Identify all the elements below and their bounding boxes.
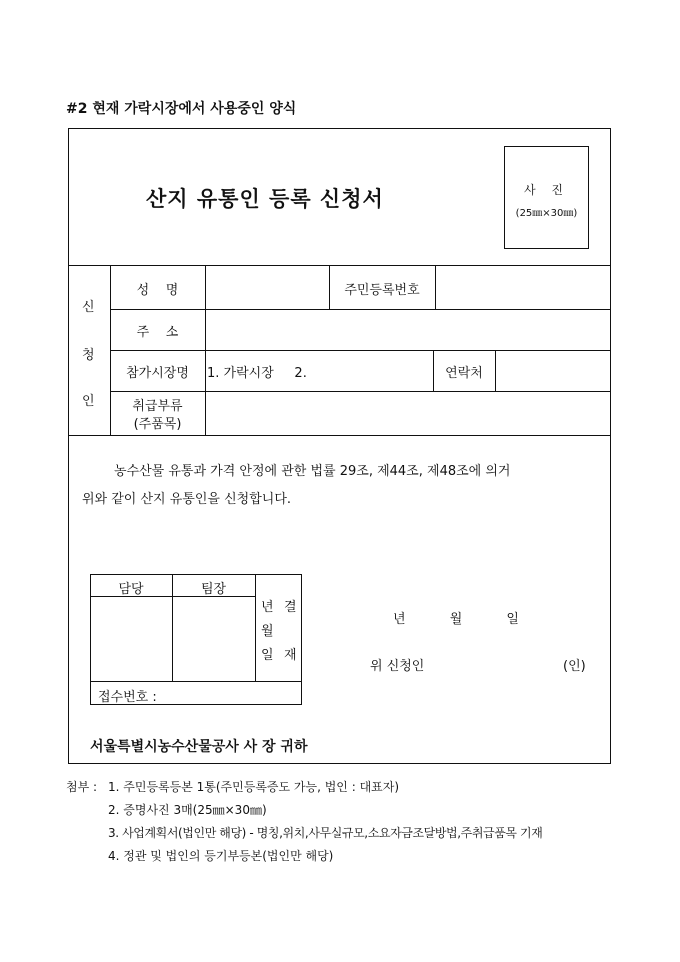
divider bbox=[205, 265, 206, 435]
applicant-sign: 위 신청인 bbox=[370, 659, 425, 674]
date-line bbox=[393, 608, 519, 627]
approval-col-manager: 팀장 bbox=[200, 582, 227, 597]
approval-side-char: 월 bbox=[261, 624, 274, 639]
divider bbox=[90, 681, 302, 682]
photo-size: (25㎜×30㎜) bbox=[515, 208, 578, 219]
attachment-item: 1. 주민등록등본 1통(주민등록증도 가능, 법인 : 대표자) bbox=[108, 780, 400, 794]
seal-mark: (인) bbox=[563, 659, 586, 674]
divider bbox=[110, 350, 611, 351]
receipt-number-label: 접수번호 : bbox=[98, 690, 157, 705]
attachments-prefix: 첨부 : bbox=[66, 780, 98, 794]
items-label-sub: (주품목) bbox=[133, 417, 182, 432]
document-heading: #2 현재 가락시장에서 사용중인 양식 bbox=[66, 101, 297, 117]
divider bbox=[495, 350, 496, 391]
photo-box bbox=[504, 146, 589, 249]
attachment-item: 4. 정관 및 법인의 등기부등본(법인만 해당) bbox=[108, 849, 334, 863]
form-title: 산지 유통인 등록 신청서 bbox=[146, 187, 384, 211]
approval-sign-manager[interactable] bbox=[175, 600, 252, 678]
divider bbox=[255, 574, 256, 681]
items-label: 취급부류 bbox=[132, 399, 183, 414]
applicant-group-label: 청 bbox=[82, 348, 95, 363]
divider bbox=[68, 265, 611, 266]
date-day: 일 bbox=[506, 612, 519, 627]
divider bbox=[110, 309, 611, 310]
contact-label: 연락처 bbox=[445, 366, 483, 381]
statement-line: 농수산물 유통과 가격 안정에 관한 법률 29조, 제44조, 제48조에 의거 bbox=[114, 464, 511, 479]
items-field[interactable] bbox=[210, 396, 605, 430]
divider bbox=[110, 391, 611, 392]
statement bbox=[82, 458, 594, 514]
address-field[interactable] bbox=[210, 314, 605, 346]
date-month: 월 bbox=[449, 612, 463, 627]
approval-col-staff: 담당 bbox=[118, 582, 144, 597]
date-year: 년 bbox=[393, 612, 406, 627]
market-value[interactable]: 1. 가락시장 2. bbox=[207, 366, 307, 381]
resident-number-field[interactable] bbox=[440, 272, 605, 304]
statement-line: 위와 같이 산지 유통인을 신청합니다. bbox=[82, 492, 292, 507]
approval-side-char: 결 bbox=[284, 600, 297, 615]
photo-label: 사 진 bbox=[524, 183, 569, 197]
address-label: 주 소 bbox=[136, 325, 179, 340]
resident-number-label: 주민등록번호 bbox=[344, 283, 420, 298]
attachment-item: 3. 사업계획서(법인만 해당) - 명칭,위치,사무실규모,소요자금조달방법,주취급품목 기재 bbox=[108, 826, 543, 840]
applicant-group-label: 신 bbox=[82, 300, 95, 315]
divider bbox=[68, 435, 611, 436]
market-label: 참가시장명 bbox=[126, 366, 189, 381]
approval-side-char: 재 bbox=[284, 648, 297, 663]
approval-side-char: 일 bbox=[261, 648, 274, 663]
divider bbox=[435, 265, 436, 309]
recipient: 서울특별시농수산물공사 사 장 귀하 bbox=[90, 739, 308, 755]
approval-sign-staff[interactable] bbox=[93, 600, 169, 678]
approval-side-char: 년 bbox=[261, 600, 274, 615]
name-field[interactable] bbox=[210, 272, 325, 304]
name-label: 성 명 bbox=[136, 283, 179, 298]
applicant-group-label: 인 bbox=[82, 394, 95, 409]
contact-field[interactable] bbox=[500, 355, 605, 387]
attachment-item: 2. 증명사진 3매(25㎜×30㎜) bbox=[108, 803, 267, 817]
